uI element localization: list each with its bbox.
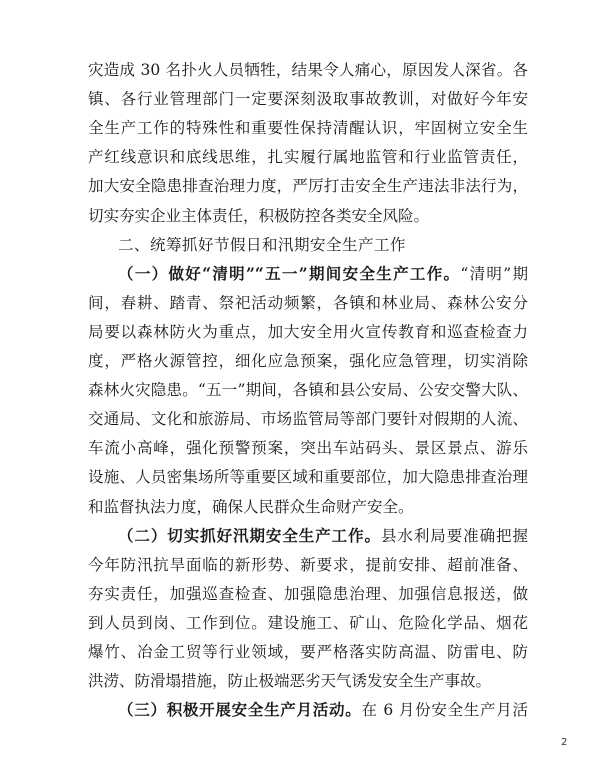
paragraph-line: 洪涝、防滑塌措施，防止极端恶劣天气诱发安全生产事故。 [88,672,492,691]
paragraph-line: 车流小高峰，强化预警预案，突出车站码头、景区景点、游乐 [88,439,528,458]
paragraph-line: 灾造成 30 名扑火人员牺牲，结果令人痛心，原因发人深省。各 [88,61,528,79]
paragraph-line: 森林火灾隐患。“五一”期间，各镇和县公安局、公安交警大队、 [88,381,528,400]
paragraph-line: 度，严格火源管控，细化应急预案，强化应急管理，切实消除 [88,352,528,370]
paragraph-line: 今年防汛抗旱面临的新形势、新要求，提前安排、超前准备、 [88,555,528,574]
subsection-text: 在 6 月份安全生产月活 [361,701,528,720]
paragraph-line: 全生产工作的特殊性和重要性保持清醒认识，牢固树立安全生 [88,119,528,138]
paragraph-line: 镇、各行业管理部门一定要深刻汲取事故教训，对做好今年安 [88,90,528,109]
subsection-title: （三）积极开展安全生产月活动。 [118,700,362,720]
paragraph-line: 交通局、文化和旅游局、市场监管局等部门要针对假期的人流、 [88,410,528,429]
subsection-text: 县水利局要准确把握 [380,526,528,545]
paragraph-line: 间，春耕、踏青、祭祀活动频繁，各镇和林业局、森林公安分 [88,293,528,312]
subsection-line [118,700,528,720]
paragraph-line: 局要以森林防火为重点，加大安全用火宣传教育和巡查检查力 [88,322,528,341]
paragraph-line: 到人员到岗、工作到位。建设施工、矿山、危险化学品、烟花 [88,613,528,632]
paragraph-line: 夯实责任，加强巡查检查、加强隐患治理、加强信息报送，做 [88,584,528,603]
section-heading: 二、统筹抓好节假日和汛期安全生产工作 [118,235,407,254]
subsection-text: “清明”期 [460,264,528,283]
subsection-line [118,526,528,546]
paragraph-line: 爆竹、冶金工贸等行业领域，要严格落实防高温、防雷电、防 [88,643,528,661]
page-number: 2 [561,737,568,748]
subsection-title: （二）切实抓好汛期安全生产工作。 [118,525,381,545]
subsection-line [118,264,528,284]
paragraph-line: 切实夯实企业主体责任，积极防控各类安全风险。 [88,206,430,225]
subsection-title: （一）做好“清明”“五一”期间安全生产工作。 [118,263,461,283]
paragraph-line: 设施、人员密集场所等重要区域和重要部位，加大隐患排查治理 [88,468,528,487]
paragraph-line: 加大安全隐患排查治理力度，严厉打击安全生产违法非法行为， [88,177,528,196]
paragraph-line: 产红线意识和底线思维，扎实履行属地监管和行业监管责任， [88,148,528,167]
paragraph-line: 和监督执法力度，确保人民群众生命财产安全。 [88,497,414,516]
